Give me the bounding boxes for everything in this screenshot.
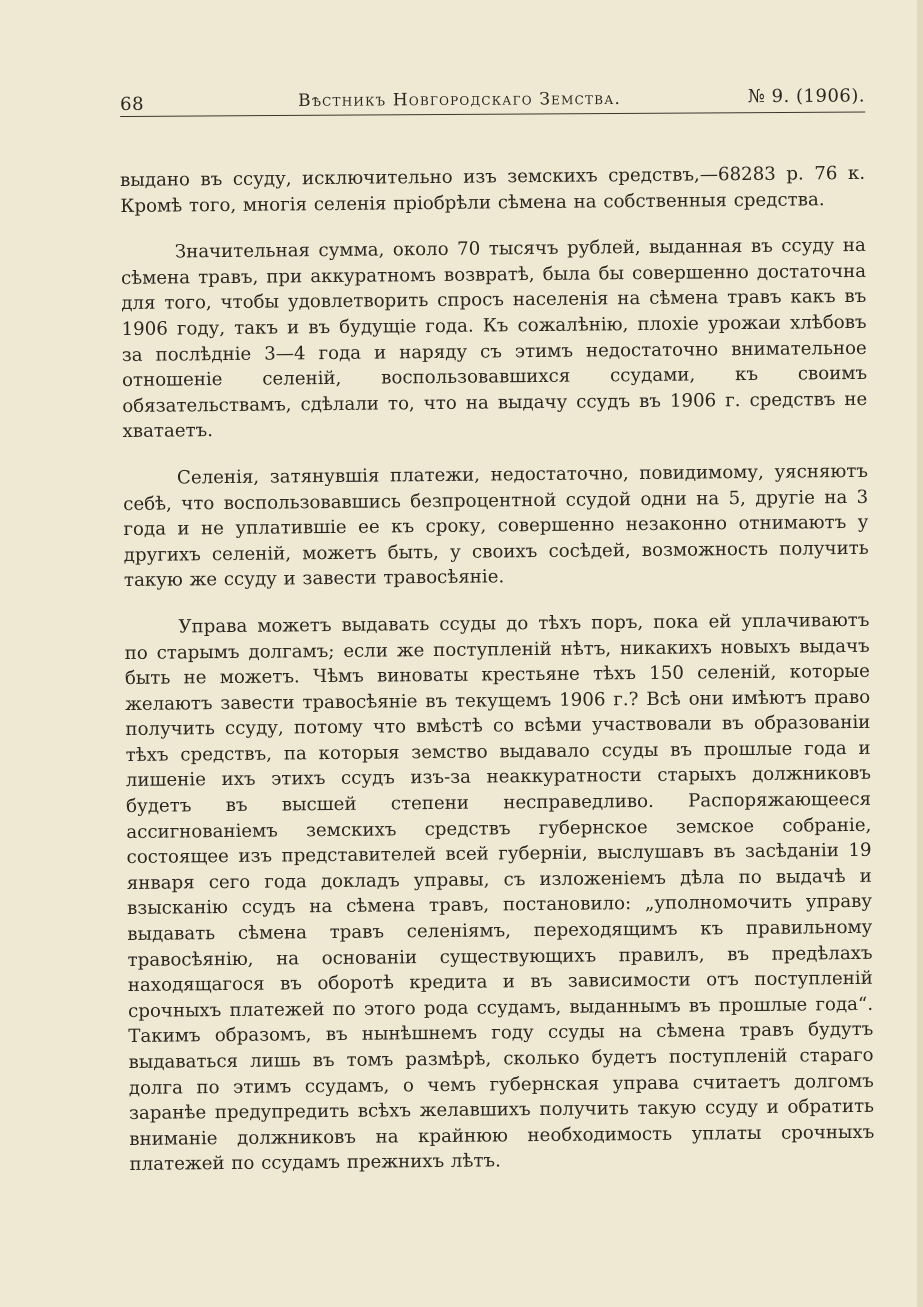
running-head	[120, 81, 865, 116]
issue-number: № 9. (1906).	[747, 85, 866, 108]
journal-title: Вѣстникъ Новгородскаго Земства.	[298, 88, 622, 111]
body-text	[120, 161, 875, 1178]
paragraph-continuation: выдано въ ссуду, исключительно изъ земскихъ средствъ,—68283 р. 76 к. Кромѣ того, многія селенія пріобрѣли сѣмена на собственныя средства.	[120, 162, 866, 217]
header-rule	[120, 111, 865, 117]
paragraph-council-decision: Управа можетъ выдавать ссуды до тѣхъ поръ, пока ей уплачиваютъ по старымъ долгамъ; если же поступленій нѣтъ, никакихъ новыхъ выдачъ быть не можетъ. Чѣмъ виноваты крестьяне тѣхъ 150 селеній, которые желаютъ завести травосѣяніе въ текущемъ 1906 г.? Всѣ они имѣютъ право получить ссуду, потому что вмѣстѣ со всѣми участвовали въ образованіи тѣхъ средствъ, па которыя земство выдавало ссуды въ прошлые года и лишеніе ихъ этихъ ссудъ изъ-за неаккуратности старыхъ должниковъ будетъ въ высшей степени несправедливо. Распоряжающееся ассигнованіемъ земскихъ средствъ губернское земское собраніе, состоящее изъ представителей всей губерніи, выслушавъ въ засѣданіи 19 января сего года докладъ управы, съ изложеніемъ дѣла по выдачѣ и взысканію ссудъ на сѣмена травъ, постановило: „уполномочить управу выдавать сѣмена травъ селеніямъ, переходящимъ къ правильному травосѣянію, на основаніи существующихъ правилъ, въ предѣлахъ находящагося въ оборотѣ кредита и въ зависимости отъ поступленій срочныхъ платежей по этого рода ссудамъ, выданнымъ въ прошлые года“. Такимъ образомъ, въ нынѣшнемъ году ссуды на сѣмена травъ будутъ выдаваться лишь въ томъ размѣрѣ, сколько будетъ поступленій стараго долга по этимъ ссудамъ, о чемъ губернская управа считаетъ долгомъ заранѣе предупредить всѣхъ желавшихъ получить такую ссуду и обратить вниманіе должниковъ на крайнюю необходимость уплаты срочныхъ платежей по ссудамъ прежнихъ лѣтъ.	[124, 609, 875, 1176]
page-edge	[917, 0, 923, 1307]
paragraph-settlements: Селенія, затянувшія платежи, недостаточно, повидимому, уясняютъ себѣ, что воспользовавшись безпроцентной ссудой одни на 5, другіе на 3 года и не уплатившіе ее къ сроку, совершенно незаконно отнимаютъ у другихъ селеній, можетъ быть, у своихъ сосѣдей, возможность получить такую же ссуду и завести травосѣяніе.	[123, 460, 869, 592]
page-number: 68	[120, 93, 145, 115]
paragraph-loan-sum: Значительная сумма, около 70 тысячъ рублей, выданная въ ссуду на сѣмена травъ, при аккуратномъ возвратѣ, была бы совершенно достаточна для того, чтобы удовлетворить спросъ населенія на сѣмена травъ какъ въ 1906 году, такъ и въ будущіе года. Къ сожалѣнію, плохіе урожаи хлѣбовъ за послѣдніе 3—4 года и наряду съ этимъ недостаточно внимательное отношеніе селеній, воспользовавшихся ссудами, къ своимъ обязательствамъ, сдѣлали то, что на выдачу ссудъ въ 1906 г. средствъ не хватаетъ.	[120, 235, 868, 443]
